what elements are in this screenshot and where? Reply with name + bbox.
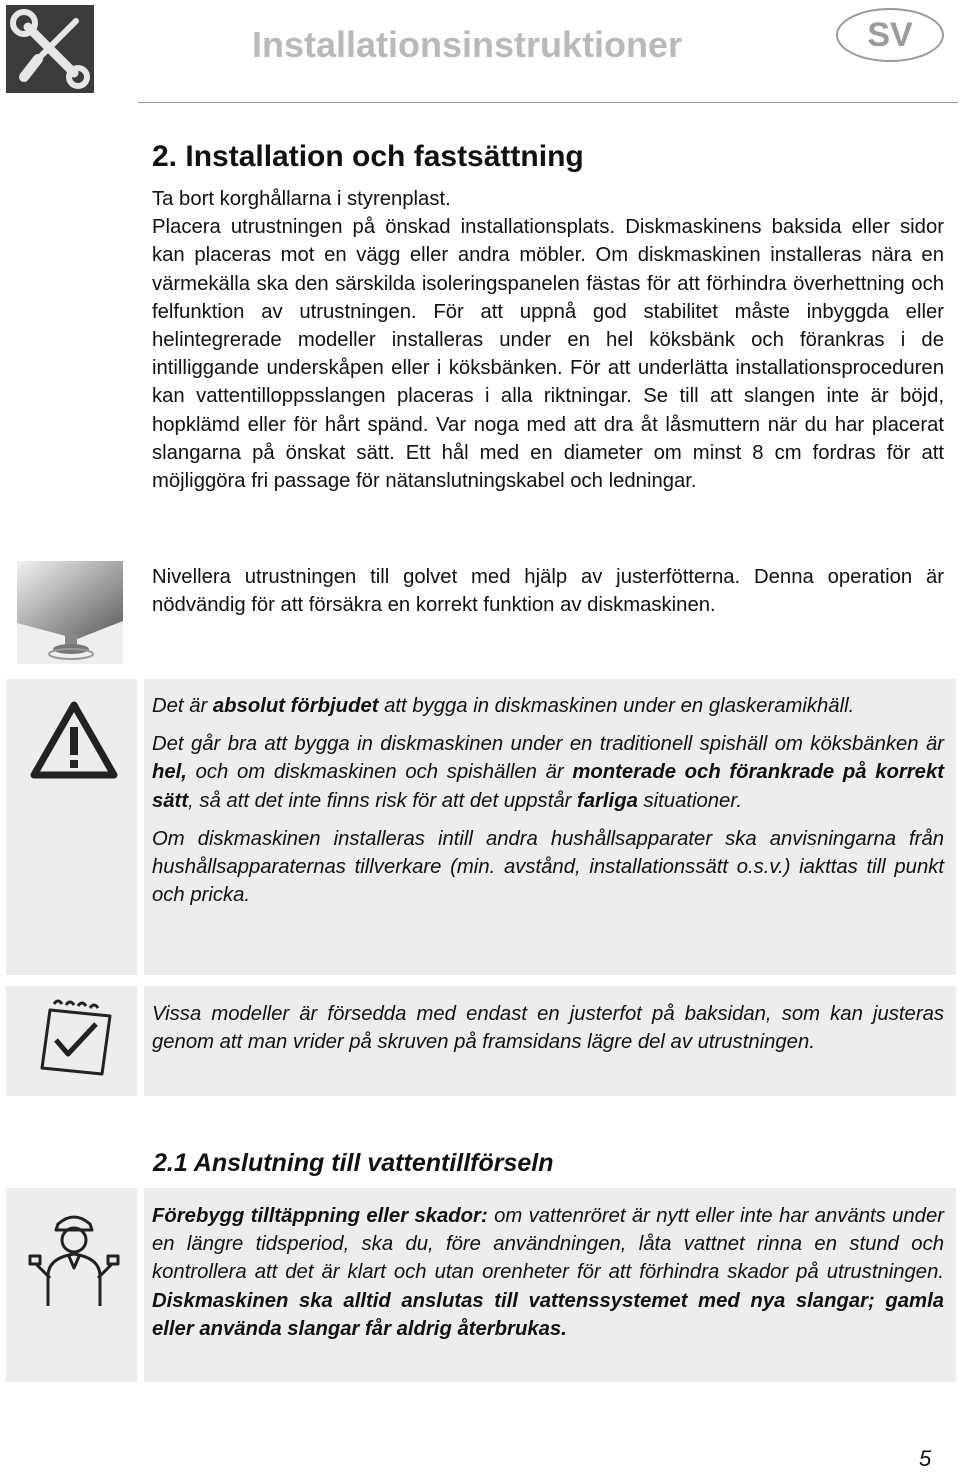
section-title: 2. Installation och fastsättning xyxy=(152,140,584,173)
body-paragraph: Placera utrustningen på önskad installationsplats. Diskmaskinens baksida eller sidor kan placeras mot en vägg eller andra möbler. Om diskmaskinen installeras nära en värmekälla ska den särskilda isoleringspanelen fästas för att förhindra överhettning och felfunktion av utrustningen. För att uppnå god stabilitet måste inbyggda eller helintegrerade modeller installeras under en hel köksbänk och förankras i de intilliggande underskåpen eller i köksbänken. För att underlätta installationsproceduren kan vattentilloppsslangen placeras i alla riktningar. Se till att slangen inte är böjd, hopklämd eller för hårt spänd. Var noga med att dra åt låsmuttern när du har placerat slangarna på önskat sätt. Ett hål med en diameter om minst 8 cm fordras för att möjliggöra fri passage för nätanslutningskabel och ledningar. xyxy=(152,216,944,493)
wrench-screwdriver-icon xyxy=(6,5,94,93)
note-text xyxy=(152,1000,944,1056)
installation-text xyxy=(152,185,944,495)
header-divider xyxy=(138,102,958,103)
lead-paragraph: Ta bort korghållarna i styrenplast. xyxy=(152,188,451,210)
water-connection-paragraph: Förebygg tilltäppning eller skador: om vattenröret är nytt eller inte har använts under en längre tidsperiod, ska du, före användningen, låta vattnet rinna en stund och kontrollera att det är klart och utan orenheter för att förhindra skador på utrustningen. Diskmaskinen ska alltid anslutas till vattenssystemet med nya slangar; gamla eller använda slangar får aldrig återbrukas. xyxy=(152,1205,944,1340)
technician-icon-panel xyxy=(6,1188,137,1382)
water-connection-text xyxy=(152,1202,944,1343)
language-badge: SV xyxy=(836,8,944,62)
adjustable-foot-icon xyxy=(17,561,123,664)
page-number: 5 xyxy=(919,1446,932,1471)
warning-text xyxy=(152,692,944,909)
note-paragraph: Vissa modeller är försedda med endast en justerfot på baksidan, som kan justeras genom att man vrider på skruven på framsidans lägre del av utrustningen. xyxy=(152,1003,944,1054)
note-icon-panel xyxy=(6,986,137,1096)
technician-icon xyxy=(28,1206,120,1308)
warning-icon-panel xyxy=(6,679,137,975)
leveling-text xyxy=(152,563,944,619)
subsection-title: 2.1 Anslutning till vattentillförseln xyxy=(153,1149,554,1177)
warning-paragraph-1: Det är absolut förbjudet att bygga in diskmaskinen under en glaskeramikhäll. xyxy=(152,695,855,717)
notepad-check-icon xyxy=(32,994,118,1080)
warning-paragraph-2: Det går bra att bygga in diskmaskinen under en traditionell spishäll om köksbänken är hel, och om diskmaskinen och spishällen är monterade och förankrade på korrekt sätt, så att det inte finns risk för att det uppstår farliga situationer. xyxy=(152,733,944,812)
page-header-title: Installationsinstruktioner xyxy=(252,24,683,65)
warning-paragraph-3: Om diskmaskinen installeras intill andra hushållsapparater ska anvisningarna från hushållsapparaternas tillverkare (min. avstånd, installationssätt o.s.v.) iakttas till punkt och pricka. xyxy=(152,827,944,907)
leveling-paragraph: Nivellera utrustningen till golvet med hjälp av justerfötterna. Denna operation är nödvändig för att försäkra en korrekt funktion av diskmaskinen. xyxy=(152,566,944,617)
warning-triangle-icon xyxy=(30,701,118,779)
